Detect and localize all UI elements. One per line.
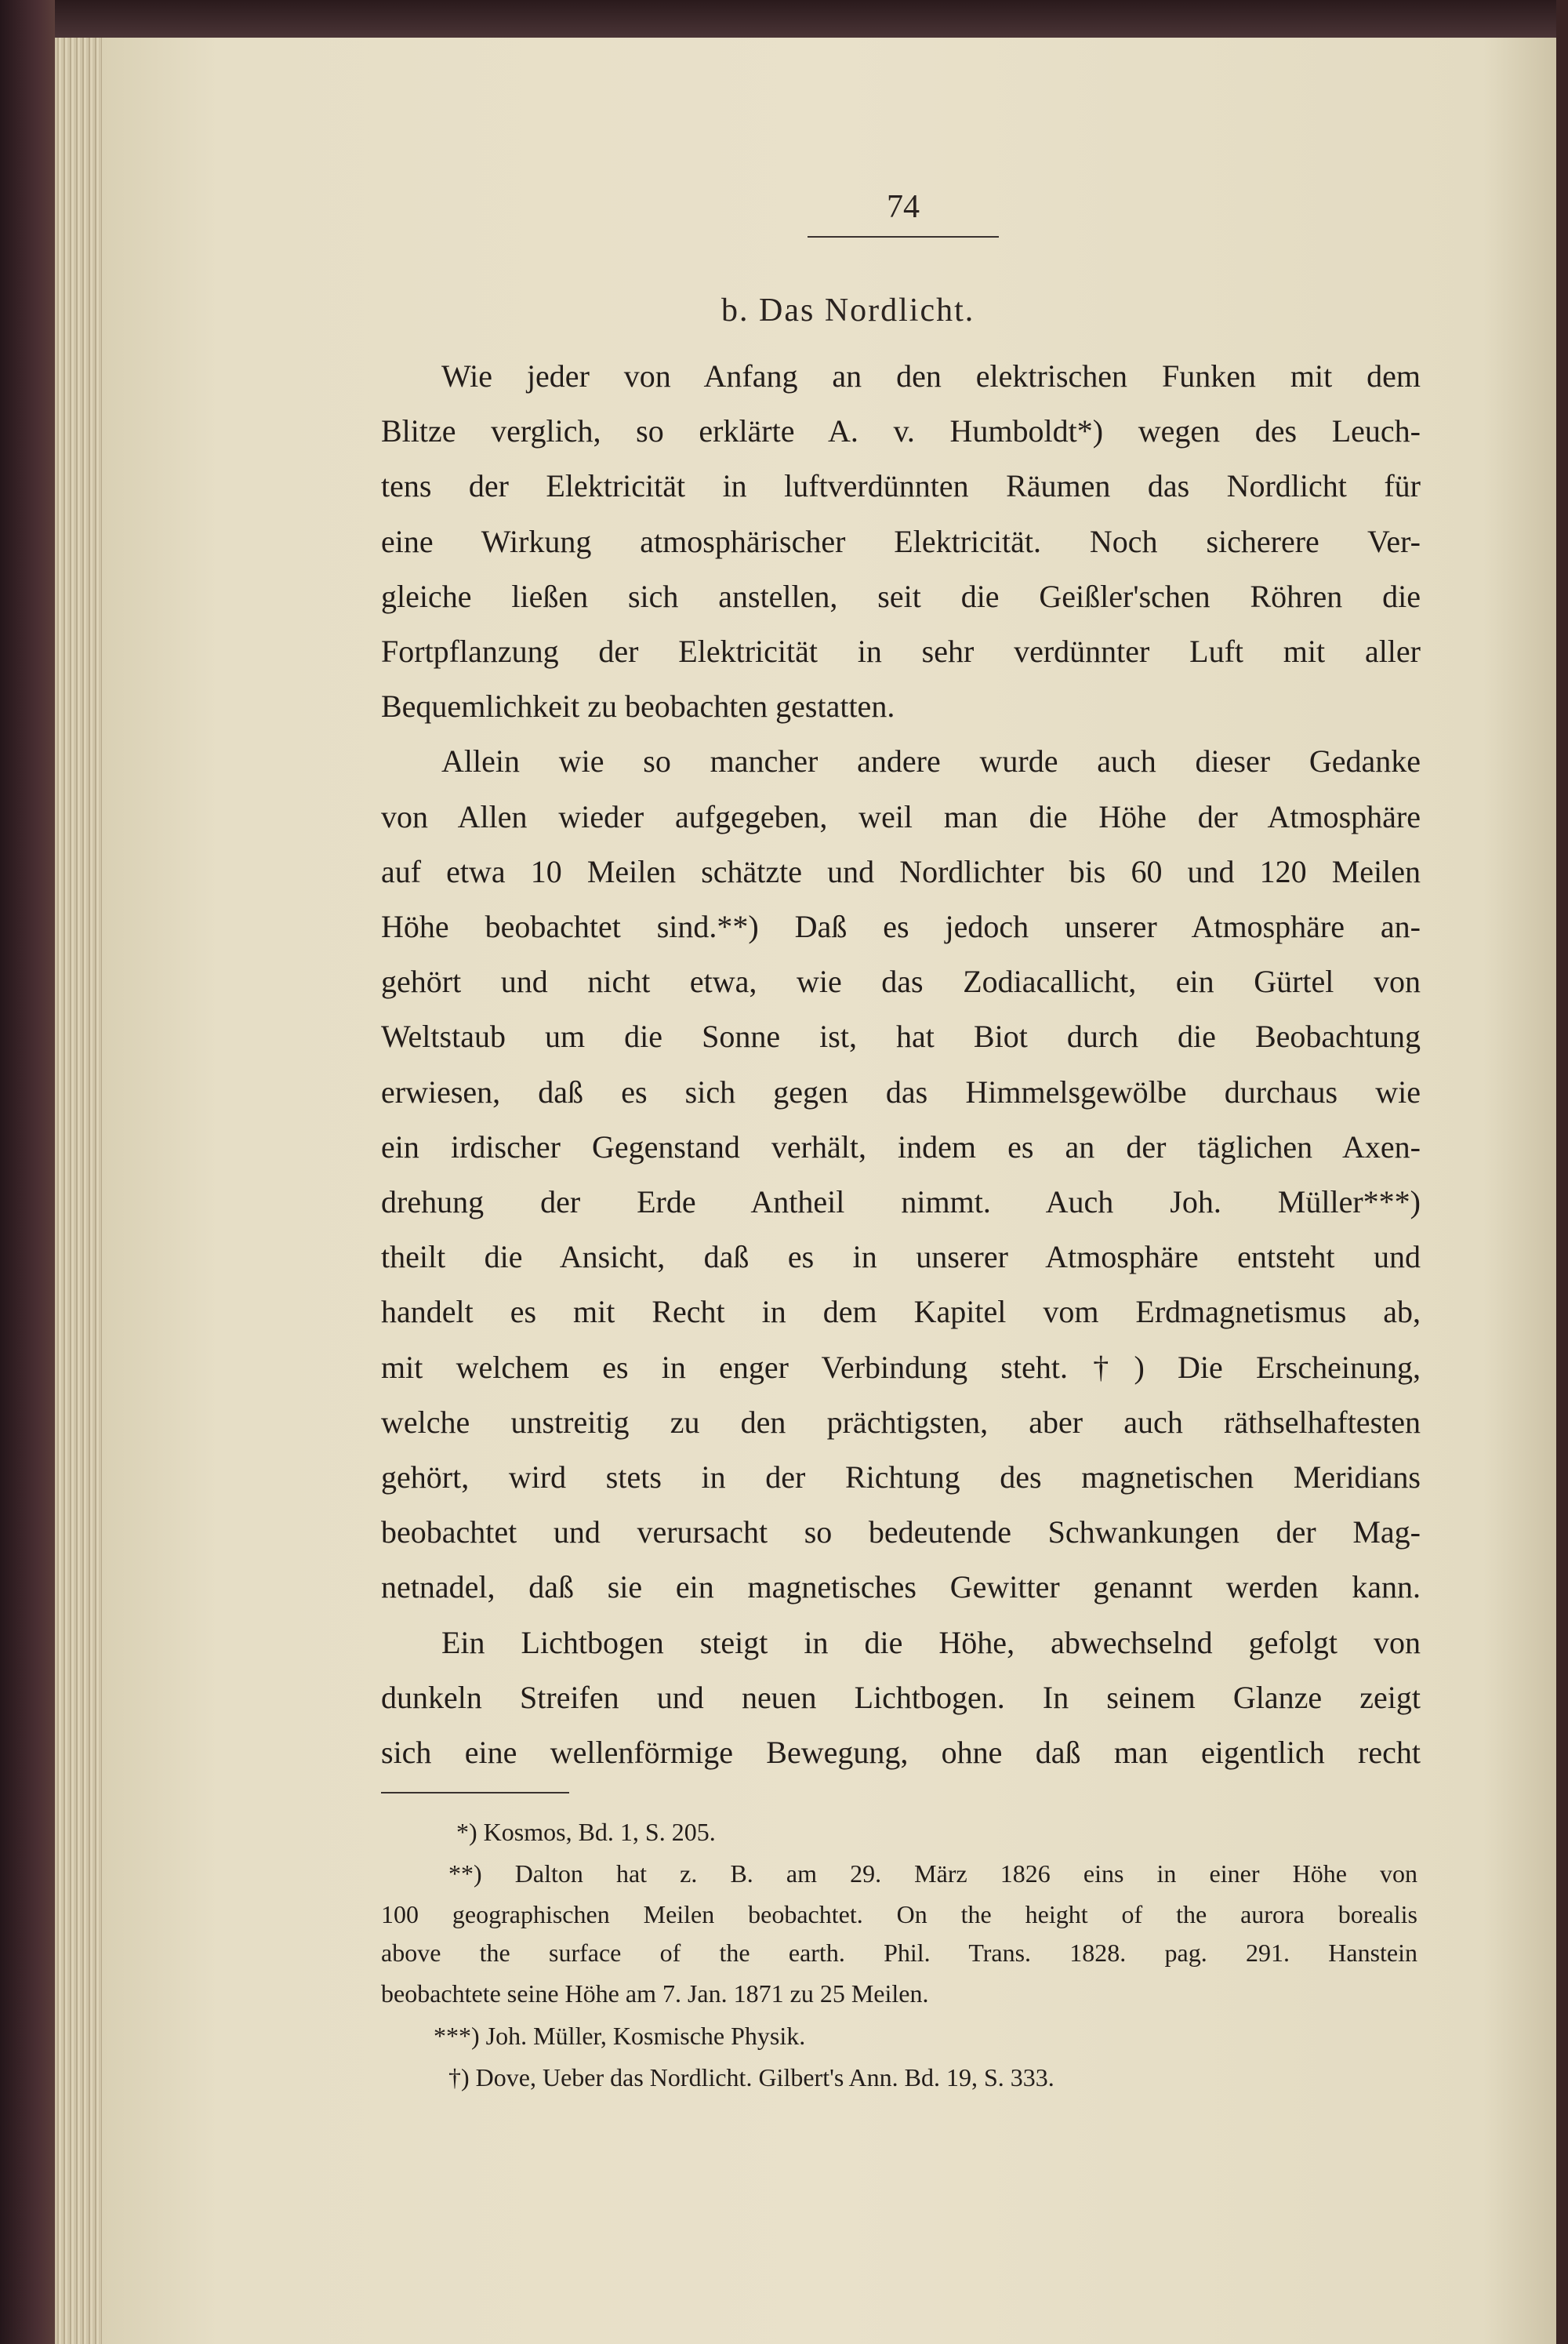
body-line: eine Wirkung atmosphärischer Elektricität. Noch sicherere Ver-: [381, 523, 1421, 559]
body-line: gehört und nicht etwa, wie das Zodiacallicht, ein Gürtel von: [381, 964, 1421, 1000]
footnote-line: beobachtete seine Höhe am 7. Jan. 1871 zu 25 Meilen.: [381, 1979, 929, 2008]
body-line: Höhe beobachtet sind.**) Daß es jedoch unserer Atmosphäre an-: [381, 909, 1421, 944]
body-line: Fortpflanzung der Elektricität in sehr verdünnter Luft mit aller: [381, 634, 1421, 669]
body-line: ein irdischer Gegenstand verhält, indem es an der täglichen Axen-: [381, 1128, 1421, 1165]
page-edges: [55, 38, 102, 2344]
body-line: welche unstreitig zu den prächtigsten, aber auch räthselhaftesten: [381, 1404, 1421, 1440]
body-line: theilt die Ansicht, daß es in unserer Atmosphäre entsteht und: [381, 1239, 1421, 1275]
body-line: Wie jeder von Anfang an den elektrischen Funken mit dem: [441, 358, 1421, 394]
book-cover-left: [0, 0, 55, 2344]
body-line: handelt es mit Recht in dem Kapitel vom Erdmagnetismus ab,: [381, 1294, 1421, 1330]
body-line: tens der Elektricität in luftverdünnten Räumen das Nordlicht für: [381, 468, 1421, 504]
footnote-line: †) Dove, Ueber das Nordlicht. Gilbert's Ann. Bd. 19, S. 333.: [448, 2063, 1054, 2091]
body-line: auf etwa 10 Meilen schätzte und Nordlichter bis 60 und 120 Meilen: [381, 853, 1421, 889]
body-line: drehung der Erde Antheil nimmt. Auch Joh. Müller***): [381, 1184, 1421, 1219]
page-number: 74: [887, 189, 920, 225]
book-cover-right: [1556, 0, 1568, 2344]
page-number-rule: [808, 236, 999, 238]
footnote-line: *) Kosmos, Bd. 1, S. 205.: [456, 1818, 716, 1846]
body-line: Ein Lichtbogen steigt in die Höhe, abwechselnd gefolgt von: [441, 1624, 1421, 1660]
footnote-line: ***) Joh. Müller, Kosmische Physik.: [434, 2022, 806, 2050]
body-line: erwiesen, daß es sich gegen das Himmelsgewölbe durchaus wie: [381, 1074, 1421, 1110]
body-line: beobachtet und verursacht so bedeutende Schwankungen der Mag-: [381, 1514, 1421, 1550]
body-line: von Allen wieder aufgegeben, weil man die Höhe der Atmosphäre: [381, 798, 1421, 834]
body-line: sich eine wellenförmige Bewegung, ohne daß man eigentlich recht: [381, 1735, 1421, 1770]
book-cover-top: [0, 0, 1568, 38]
footnote-line: 100 geographischen Meilen beobachtet. On the height of the aurora borealis: [381, 1900, 1417, 1928]
body-line: netnadel, daß sie ein magnetisches Gewitter genannt werden kann.: [381, 1569, 1421, 1605]
body-line: Blitze verglich, so erklärte A. v. Humboldt*) wegen des Leuch-: [381, 413, 1421, 449]
section-heading: b. Das Nordlicht.: [721, 293, 975, 329]
body-line: dunkeln Streifen und neuen Lichtbogen. In seinem Glanze zeigt: [381, 1679, 1421, 1715]
body-line: gehört, wird stets in der Richtung des magnetischen Meridians: [381, 1459, 1421, 1495]
body-line: Allein wie so mancher andere wurde auch dieser Gedanke: [441, 743, 1421, 780]
footnote-rule: [381, 1792, 569, 1793]
body-line: mit welchem es in enger Verbindung steht.†) Die Erscheinung,: [381, 1349, 1421, 1385]
body-line: gleiche ließen sich anstellen, seit die Geißler'schen Röhren die: [381, 578, 1421, 614]
body-line: Weltstaub um die Sonne ist, hat Biot durch die Beobachtung: [381, 1019, 1421, 1055]
footnote-line: above the surface of the earth. Phil. Trans. 1828. pag. 291. Hanstein: [381, 1939, 1417, 1967]
body-line: Bequemlichkeit zu beobachten gestatten.: [381, 689, 895, 725]
footnote-line: **) Dalton hat z. B. am 29. März 1826 eins in einer Höhe von: [448, 1859, 1417, 1888]
